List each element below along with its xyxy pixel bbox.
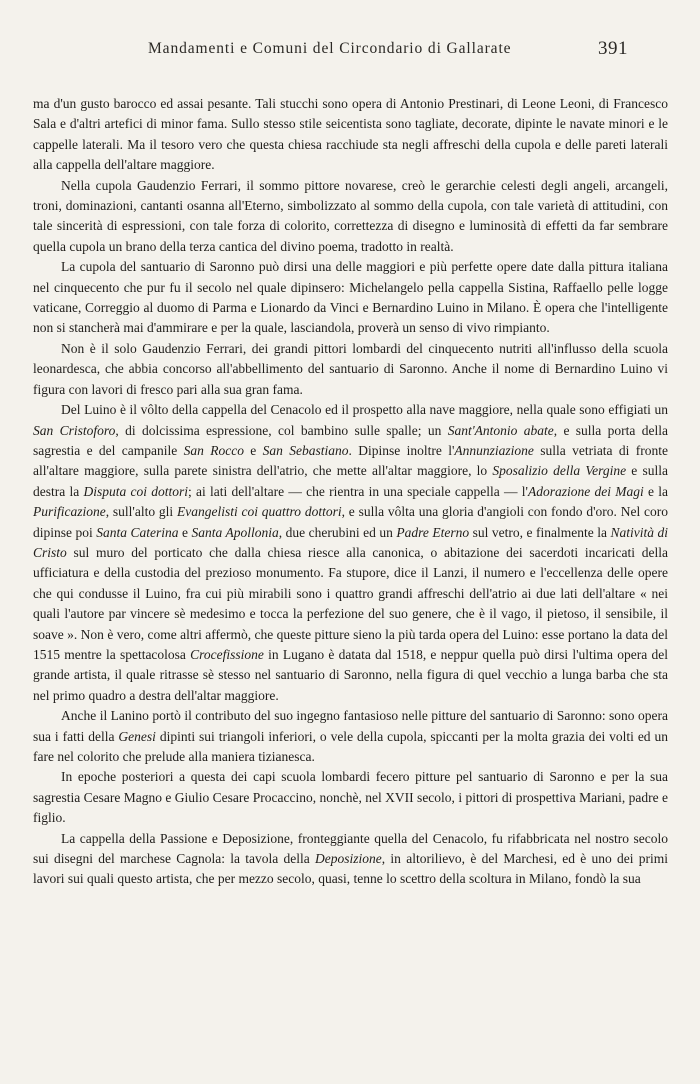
text-run: La cappella della Passione e Deposizione, fronteggiante quella del Cenacolo, fu rifabbricata nel nostro secolo sui disegni del marchese Cagnola: la tavola della [33,830,668,867]
body-text [33,94,668,890]
italic-title: Santa Apollonia [191,524,279,540]
text-run: in Lugano è datata dal 1518, e neppur quella può dirsi l'ultima opera del grande artista, il quale ritrasse sè stesso nel santuario di Saronno, nella figura di quel vecchio a lunga barba che sta nel primo quadro a destra dell'altar maggiore. [33,646,668,703]
italic-title: Crocefissione [190,646,264,662]
text-run: . Dipinse inoltre l' [348,442,455,458]
text-run: sulla vetriata di fronte all'altare maggiore, sulla parete sinistra dell'atrio, che mette all'altar maggiore, lo [33,442,668,479]
paragraph [33,706,668,767]
paragraph-text [33,829,668,890]
italic-title: Annunziazione [454,442,534,458]
text-run: ; ai lati dell'altare — che rientra in una speciale cappella — l' [188,483,528,499]
text-run: , e sulla vôlta una gloria d'angioli con fondo d'oro. Nel coro dipinse poi [33,504,668,540]
italic-title: Adorazione dei Magi [527,483,644,499]
paragraph-text: In epoche posteriori a questa dei capi scuola lombardi fecero pitture pel santuario di Saronno e per la sua sagrestia Cesare Magno e Giulio Cesare Procaccino, nonchè, nel XVII secolo, i pittori di prospettiva Mariani, padre e figlio. [33,769,668,826]
text-run: e [178,524,192,540]
italic-title: Sant'Antonio abate [447,422,554,438]
page-number: 391 [598,38,628,59]
italic-title: Disputa coi dottori [83,483,188,499]
paragraph [33,94,668,176]
text-run: sul vetro, e finalmente la [469,524,611,540]
page-header [0,38,700,64]
italic-title: San Cristoforo [33,422,116,438]
italic-title: Genesi [118,728,156,744]
paragraph [33,257,668,339]
paragraph [33,339,668,400]
paragraph [33,767,668,828]
italic-title: Padre Eterno [396,524,470,540]
text-run: Anche il Lanino portò il contributo del suo ingegno fantasioso nelle pitture del santuario di Saronno: sono opera sua i fatti della [33,708,668,744]
text-run: , e sulla porta della sagrestia e del campanile [33,422,668,458]
italic-title: Evangelisti coi quattro dottori [176,504,342,520]
italic-title: San Rocco [183,442,244,458]
paragraph-text: La cupola del santuario di Saronno può dirsi una delle maggiori e più perfette opere date dalla pittura italiana nel cinquecento che pur fu il secolo nel quale dipinsero: Michelangelo pella cappella Sistina, Raffaello pelle logge vaticane, Correggio al duomo di Parma e Lionardo da Vinci e Bernardino Luino in Milano. È opera che l'intelligente non si stancherà mai d'ammirare e per la quale, lasciandola, proverà un senso di vivo rimpianto. [33,259,668,336]
paragraph-text [33,400,668,706]
text-run: , in altorilievo, è del Marchesi, ed è uno dei primi lavori sui quali questo artista, che per mezzo secolo, quasi, tenne lo scettro della scoltura in Milano, fondò la sua [33,851,668,887]
italic-title: Deposizione [315,851,382,867]
italic-title: Natività di Cristo [33,524,669,560]
text-run: e sulla destra la [33,463,669,499]
text-run: Del Luino è il vôlto della cappella del Cenacolo ed il prospetto alla nave maggiore, nella quale sono effigiati un [61,402,668,418]
paragraph [33,829,668,890]
paragraph-text [33,706,668,767]
paragraph [33,400,668,706]
text-run: dipinti sui triangoli inferiori, o vele della cupola, spiccanti per la molta grazia dei volti ed un fare nel colorito che prelude alla maniera tizianesca. [33,728,668,764]
text-run: , due cherubini ed un [278,524,397,540]
italic-title: Purificazione [33,504,106,520]
paragraph [33,176,668,258]
paragraph-text: Non è il solo Gaudenzio Ferrari, dei grandi pittori lombardi del cinquecento nutriti all'influsso della scuola leonardesca, che abbia concorso all'abbellimento del santuario di Saronno. Anche il nome di Bernardino Luino vi figura con lavori di fresco pari alla sua gran fama. [33,340,668,397]
text-run: , di dolcissima espressione, col bambino sulle spalle; un [115,422,448,438]
italic-title: Sposalizio della Vergine [492,463,627,479]
italic-title: Santa Caterina [96,524,179,540]
text-run: e [243,442,263,458]
running-title: Mandamenti e Comuni del Circondario di Gallarate [148,40,512,57]
paragraph-text: Nella cupola Gaudenzio Ferrari, il sommo pittore novarese, creò le gerarchie celesti degli angeli, arcangeli, troni, dominazioni, cantanti osanna all'Eterno, simbolizzato al sommo della cupola, con tale varietà di attitudini, con tale sincerità di espressioni, con tale forza di colorito, correttezza di disegno e luminosità di effetti da far sembrare quella cupola un brano della terza cantica del divino poema, tradotto in realtà. [33,177,668,254]
italic-title: San Sebastiano [262,442,349,458]
text-run: sul muro del porticato che dalla chiesa riesce alla canonica, o abitazione dei sacerdoti incaricati della ufficiatura e della custodia del prezioso monumento. Fa stupore, dice il Lanzi, il numero e l'eccellenza delle opere che qui condusse il Luino, fra cui più mirabili sono i quattro grandi affreschi dell'atrio ai due lati dell'altare « nei quali l'autore par vincere sè medesimo e tocca la perfezione del suo genere, che è il vago, il pietoso, il sensibile, il soave ». Non è vero, come altri affermò, che queste pitture sieno la più tarda opera del Luino: esse portano la data del 1515 mentre la spettacolosa [33,544,668,662]
paragraph-text: ma d'un gusto barocco ed assai pesante. Tali stucchi sono opera di Antonio Prestinari, di Leone Leoni, di Francesco Sala e d'altri artefici di minor fama. Sullo stesso stile seicentista sono tagliate, decorate, dipinte le navate minori e le cappelle laterali. Ma il tesoro vero che questa chiesa racchiude sta negli affreschi della cupola e delle pareti laterali alla cappella dell'altare maggiore. [33,96,668,173]
text-run: , sull'alto gli [105,504,177,520]
text-run: e la [643,483,668,499]
